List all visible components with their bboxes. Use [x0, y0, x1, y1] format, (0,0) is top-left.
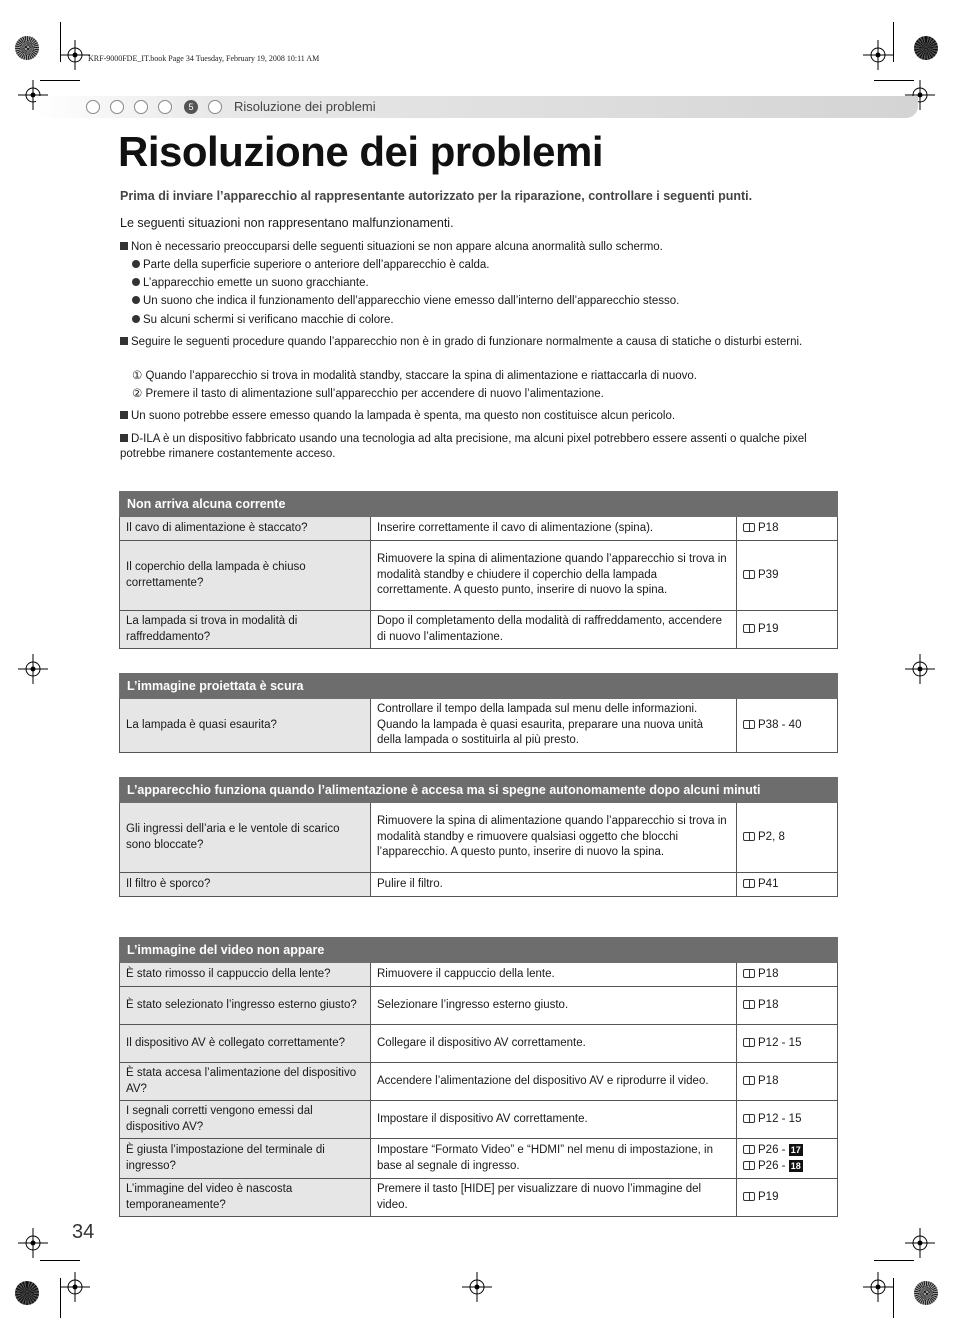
problem-cell: Il cavo di alimentazione è staccato?: [120, 517, 371, 541]
page-ref-cell: P12 - 15: [737, 1101, 838, 1139]
problem-cell: È stato rimosso il cappuccio della lente?: [120, 963, 371, 987]
page-ref-cell: P39: [737, 541, 838, 611]
page-title: Risoluzione dei problemi: [118, 128, 604, 175]
problem-cell: Gli ingressi dell’aria e le ventole di scarico sono bloccate?: [120, 803, 371, 873]
book-icon: [743, 1000, 755, 1009]
registration-mark-icon: [863, 1272, 893, 1302]
book-icon: [743, 1038, 755, 1047]
note-subitem: Un suono che indica il funzionamento dell’apparecchio viene emesso dall’interno dell’apparecchio stesso.: [132, 294, 852, 309]
table-row: [120, 699, 838, 753]
page-ref-cell: P12 - 15: [737, 1025, 838, 1063]
problem-cell: Il dispositivo AV è collegato correttamente?: [120, 1025, 371, 1063]
color-calibration-mark: [914, 1281, 938, 1305]
color-calibration-mark: [914, 36, 938, 60]
step-indicator: [134, 100, 148, 114]
solution-cell: Pulire il filtro.: [371, 873, 737, 897]
table-row: [120, 803, 838, 873]
page-ref-cell: P41: [737, 873, 838, 897]
square-bullet-icon: [120, 337, 128, 345]
page-ref-cell: P18: [737, 517, 838, 541]
book-icon: [743, 570, 755, 579]
table-row: [120, 963, 838, 987]
troubleshoot-table: [119, 491, 838, 649]
note-item: Un suono potrebbe essere emesso quando la lampada è spenta, ma questo non costituisce alcun pericolo.: [120, 409, 840, 424]
note-subitem: Parte della superficie superiore o anteriore dell’apparecchio è calda.: [132, 258, 852, 273]
solution-cell: Selezionare l’ingresso esterno giusto.: [371, 987, 737, 1025]
troubleshoot-table: [119, 937, 838, 1217]
solution-cell: Impostare il dispositivo AV correttamente.: [371, 1101, 737, 1139]
book-icon: [743, 720, 755, 729]
book-icon: [743, 1192, 755, 1201]
note-item: D-ILA è un dispositivo fabbricato usando una tecnologia ad alta precisione, ma alcuni pixel potrebbero essere assenti o qualche pixel potrebbe rimanere costantemente acceso.: [120, 433, 807, 460]
book-icon: [743, 832, 755, 841]
square-bullet-icon: [120, 242, 128, 250]
book-icon: [743, 1114, 755, 1123]
table-row: [120, 873, 838, 897]
note-item: Seguire le seguenti procedure quando l’apparecchio non è in grado di funzionare normalmente a causa di statiche o disturbi esterni.: [120, 335, 820, 350]
problem-cell: L’immagine del video è nascosta temporaneamente?: [120, 1179, 371, 1217]
solution-cell: Rimuovere la spina di alimentazione quando l’apparecchio si trova in modalità standby e rimuovere qualsiasi oggetto che blocchi l’apparecchio. A questo punto, inserire di nuovo la spina.: [371, 803, 737, 873]
bullet-icon: [132, 296, 140, 304]
crop-line: [40, 1260, 80, 1261]
table-row: [120, 541, 838, 611]
book-icon: [743, 1145, 755, 1154]
table-title: L’immagine del video non appare: [120, 938, 838, 963]
table-row: [120, 1101, 838, 1139]
bullet-icon: [132, 315, 140, 323]
color-calibration-mark: [15, 36, 39, 60]
step-indicator: [158, 100, 172, 114]
registration-mark-icon: [863, 40, 893, 70]
solution-cell: Inserire correttamente il cavo di alimentazione (spina).: [371, 517, 737, 541]
solution-cell: Impostare “Formato Video” e “HDMI” nel menu di impostazione, in base al segnale di ingresso.: [371, 1139, 737, 1179]
page-number: 34: [72, 1221, 95, 1243]
troubleshoot-table: [119, 673, 838, 753]
registration-mark-icon: [462, 1272, 492, 1302]
bullet-icon: [132, 260, 140, 268]
page-ref-cell: P19: [737, 611, 838, 649]
problem-cell: È giusta l’impostazione del terminale di ingresso?: [120, 1139, 371, 1179]
note-step: ② Premere il tasto di alimentazione sull’apparecchio per accendere di nuovo l’alimentazione.: [132, 388, 604, 400]
registration-mark-icon: [905, 1228, 935, 1258]
problem-cell: Il filtro è sporco?: [120, 873, 371, 897]
page-ref-cell: P2, 8: [737, 803, 838, 873]
step-indicator: [86, 100, 100, 114]
book-icon: [743, 969, 755, 978]
page-ref-cell: P18: [737, 987, 838, 1025]
problem-cell: I segnali corretti vengono emessi dal dispositivo AV?: [120, 1101, 371, 1139]
header-section-title: Risoluzione dei problemi: [234, 99, 376, 114]
crop-line: [893, 22, 894, 62]
table-row: [120, 611, 838, 649]
step-indicator: [208, 100, 222, 114]
book-icon: [743, 1161, 755, 1170]
bullet-icon: [132, 278, 140, 286]
troubleshoot-table: [119, 777, 838, 897]
crop-line: [874, 1260, 914, 1261]
registration-mark-icon: [60, 1272, 90, 1302]
page-ref-cell: P19: [737, 1179, 838, 1217]
book-icon: [743, 879, 755, 888]
crop-line: [893, 1278, 894, 1318]
square-bullet-icon: [120, 434, 128, 442]
registration-mark-icon: [905, 654, 935, 684]
table-row: [120, 1139, 838, 1179]
page-ref-cell: P38 - 40: [737, 699, 838, 753]
problem-cell: È stata accesa l’alimentazione del dispositivo AV?: [120, 1063, 371, 1101]
note-subitem: Su alcuni schermi si verificano macchie di colore.: [132, 313, 852, 328]
square-bullet-icon: [120, 411, 128, 419]
problem-cell: La lampada si trova in modalità di raffreddamento?: [120, 611, 371, 649]
registration-mark-icon: [18, 654, 48, 684]
solution-cell: Accendere l’alimentazione del dispositivo AV e riprodurre il video.: [371, 1063, 737, 1101]
solution-cell: Dopo il completamento della modalità di raffreddamento, accendere di nuovo l’alimentazione.: [371, 611, 737, 649]
page-ref-cell: P18: [737, 963, 838, 987]
color-calibration-mark: [15, 1281, 39, 1305]
book-icon: [743, 523, 755, 532]
solution-cell: Rimuovere il cappuccio della lente.: [371, 963, 737, 987]
registration-mark-icon: [18, 1228, 48, 1258]
step-indicator-active: 5: [184, 100, 198, 114]
note-subitem: L’apparecchio emette un suono gracchiante.: [132, 276, 852, 291]
table-row: [120, 517, 838, 541]
solution-cell: Collegare il dispositivo AV correttamente.: [371, 1025, 737, 1063]
page-ref-cell: P18: [737, 1063, 838, 1101]
table-title: L’immagine proiettata è scura: [120, 674, 838, 699]
book-icon: [743, 624, 755, 633]
lead-text: Prima di inviare l’apparecchio al rappresentante autorizzato per la riparazione, controllare i seguenti punti.: [120, 189, 753, 203]
print-header: KRF-9000FDE_IT.book Page 34 Tuesday, February 19, 2008 10:11 AM: [88, 54, 320, 63]
note-step: ① Quando l’apparecchio si trova in modalità standby, staccare la spina di alimentazione e riattaccarla di nuovo.: [132, 370, 697, 382]
table-row: [120, 1063, 838, 1101]
problem-cell: È stato selezionato l’ingresso esterno giusto?: [120, 987, 371, 1025]
menu-item-badge: 17: [790, 1145, 801, 1155]
registration-mark-icon: [60, 40, 90, 70]
menu-item-badge: 18: [790, 1160, 801, 1171]
solution-cell: Controllare il tempo della lampada sul menu delle informazioni. Quando la lampada è quasi esaurita, preparare una nuova unità della lampada o sostituirla al più presto.: [371, 699, 737, 753]
table-row: [120, 1179, 838, 1217]
solution-cell: Rimuovere la spina di alimentazione quando l’apparecchio si trova in modalità standby e chiudere il coperchio della lampada correttamente. A questo punto, inserire di nuovo la spina.: [371, 541, 737, 611]
problem-cell: Il coperchio della lampada è chiuso correttamente?: [120, 541, 371, 611]
table-title: Non arriva alcuna corrente: [120, 492, 838, 517]
note-item: Non è necessario preoccuparsi delle seguenti situazioni se non appare alcuna anormalità sullo schermo.: [120, 240, 840, 255]
table-row: [120, 1025, 838, 1063]
solution-cell: Premere il tasto [HIDE] per visualizzare di nuovo l’immagine del video.: [371, 1179, 737, 1217]
book-icon: [743, 1076, 755, 1085]
page-ref-cell: P26 - 17 P26 - 18: [737, 1139, 838, 1179]
problem-cell: La lampada è quasi esaurita?: [120, 699, 371, 753]
intro-text: Le seguenti situazioni non rappresentano malfunzionamenti.: [120, 216, 454, 230]
table-row: [120, 987, 838, 1025]
step-indicator: [110, 100, 124, 114]
table-title: L’apparecchio funziona quando l’alimentazione è accesa ma si spegne autonomamente dopo alcuni minuti: [120, 778, 838, 803]
